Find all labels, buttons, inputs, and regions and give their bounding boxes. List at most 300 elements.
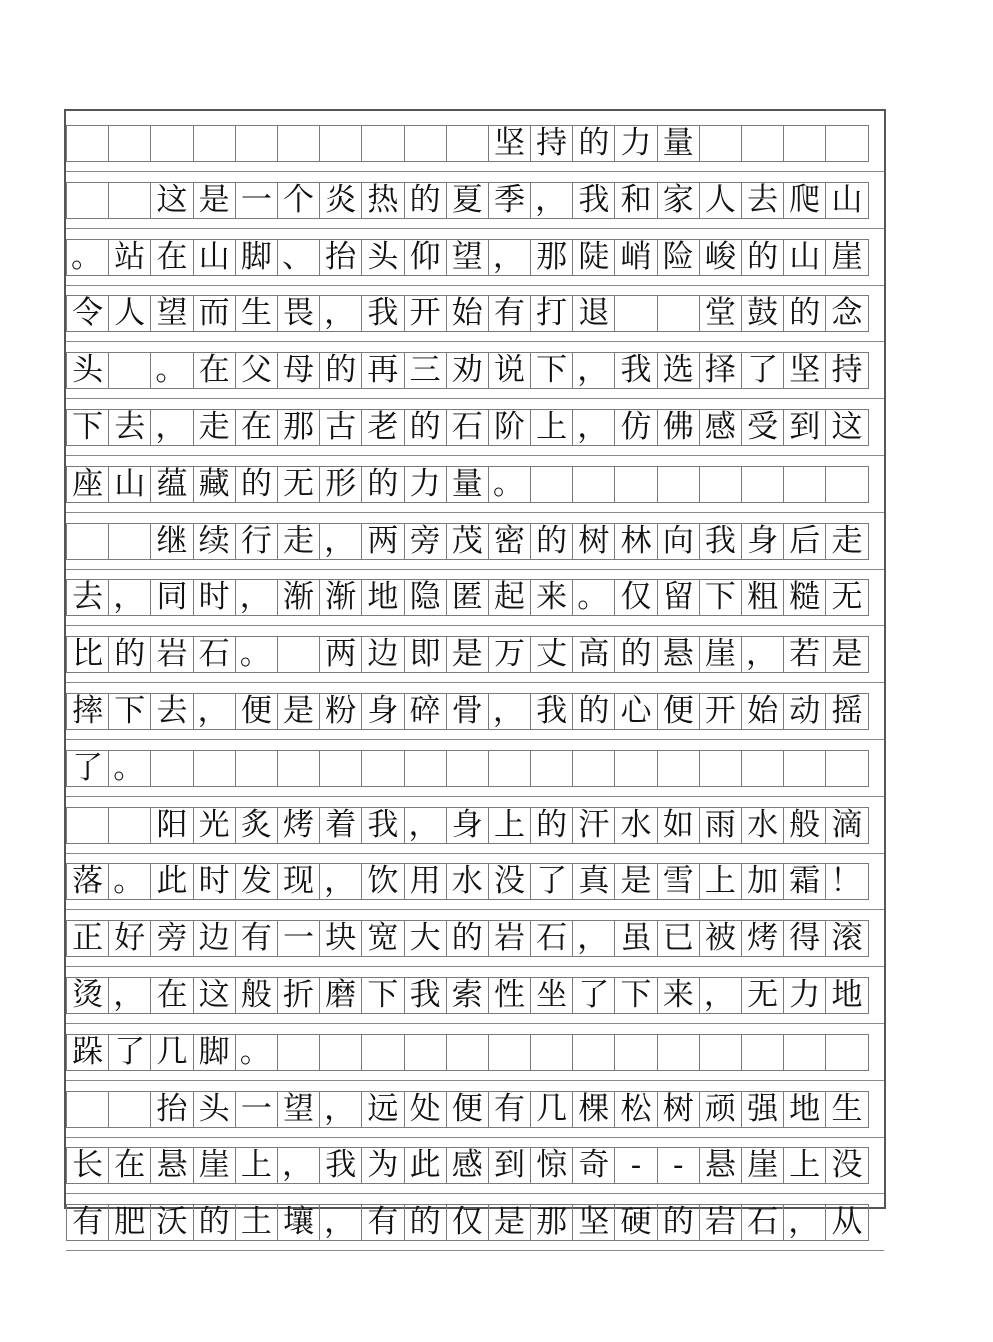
grid-cell: 三	[404, 352, 447, 389]
grid-cell: 雪	[657, 863, 700, 900]
grid-cell: 崖	[699, 636, 742, 673]
grid-cell: 仿	[614, 409, 657, 446]
grid-cell: 走	[193, 409, 236, 446]
grid-cell: 地	[361, 579, 404, 616]
grid-row	[66, 693, 868, 730]
grid-cell: 炎	[319, 182, 362, 219]
title-cell: 的	[572, 125, 615, 162]
grid-cell: ，	[193, 693, 236, 730]
grid-cell: 堂	[699, 295, 742, 332]
gap-line	[66, 1193, 884, 1194]
grid-cell: 我	[530, 693, 573, 730]
grid-cell: 岩	[699, 1204, 742, 1241]
grid-cell: 为	[361, 1147, 404, 1184]
grid-cell: 人	[699, 182, 742, 219]
grid-row	[66, 239, 868, 276]
title-cell: 力	[614, 125, 657, 162]
title-cell	[699, 125, 742, 162]
grid-cell: ，	[488, 693, 531, 730]
grid-cell: 饮	[361, 863, 404, 900]
gap-line	[66, 909, 884, 910]
grid-cell	[657, 295, 700, 332]
title-cell	[277, 125, 320, 162]
grid-cell: 悬	[657, 636, 700, 673]
grid-row	[66, 579, 868, 616]
grid-cell	[404, 750, 447, 787]
grid-cell: 石	[530, 920, 573, 957]
grid-cell: 去	[66, 579, 109, 616]
gap-line	[66, 966, 884, 967]
grid-cell: 是	[193, 182, 236, 219]
grid-cell: 没	[825, 1147, 868, 1184]
grid-cell: 几	[150, 1034, 193, 1071]
grid-cell	[825, 750, 868, 787]
grid-cell	[488, 1034, 531, 1071]
grid-cell: 脚	[235, 239, 278, 276]
grid-cell: 令	[66, 295, 109, 332]
title-cell	[741, 125, 784, 162]
grid-cell: 粗	[741, 579, 784, 616]
grid-cell: 崖	[193, 1147, 236, 1184]
grid-cell: 继	[150, 523, 193, 560]
grid-cell: 是	[825, 636, 868, 673]
grid-cell	[488, 750, 531, 787]
grid-cell: ，	[150, 409, 193, 446]
grid-cell: 正	[66, 920, 109, 957]
grid-cell	[783, 750, 826, 787]
grid-row	[66, 1091, 868, 1128]
gap-line	[66, 625, 884, 626]
grid-cell: 两	[319, 636, 362, 673]
grid-cell: 有	[488, 295, 531, 332]
grid-cell: 的	[657, 1204, 700, 1241]
grid-cell	[66, 1091, 109, 1128]
grid-cell: 烫	[66, 977, 109, 1014]
grid-cell	[614, 295, 657, 332]
grid-cell: 悬	[699, 1147, 742, 1184]
grid-row	[66, 295, 868, 332]
grid-cell	[361, 750, 404, 787]
grid-cell: 我	[614, 352, 657, 389]
grid-cell	[614, 750, 657, 787]
grid-cell: 的	[572, 693, 615, 730]
grid-cell: 身	[446, 807, 489, 844]
grid-cell: 块	[319, 920, 362, 957]
grid-row	[66, 1034, 868, 1071]
grid-cell: 丈	[530, 636, 573, 673]
grid-cell: ，	[319, 295, 362, 332]
grid-cell: 力	[404, 466, 447, 503]
grid-cell: ，	[319, 1091, 362, 1128]
grid-cell: 比	[66, 636, 109, 673]
grid-cell	[614, 466, 657, 503]
grid-cell: 万	[488, 636, 531, 673]
grid-cell: 土	[235, 1204, 278, 1241]
grid-cell: 岩	[150, 636, 193, 673]
grid-cell: 碎	[404, 693, 447, 730]
grid-cell: 去	[150, 693, 193, 730]
grid-row	[66, 1147, 868, 1184]
grid-cell: 的	[446, 920, 489, 957]
grid-cell	[572, 750, 615, 787]
grid-cell: 再	[361, 352, 404, 389]
grid-cell: 水	[614, 807, 657, 844]
grid-cell: 身	[741, 523, 784, 560]
grid-cell: 身	[361, 693, 404, 730]
grid-cell: 山	[825, 182, 868, 219]
gap-line	[66, 228, 884, 229]
grid-cell: 匿	[446, 579, 489, 616]
title-cell	[319, 125, 362, 162]
title-cell	[235, 125, 278, 162]
grid-cell: 了	[741, 352, 784, 389]
grid-cell: 壤	[277, 1204, 320, 1241]
grid-cell: 远	[361, 1091, 404, 1128]
grid-cell: 这	[193, 977, 236, 1014]
grid-cell: 一	[277, 920, 320, 957]
grid-cell: 坚	[572, 1204, 615, 1241]
grid-cell	[66, 807, 109, 844]
grid-cell: 的	[404, 1204, 447, 1241]
grid-cell: 的	[404, 182, 447, 219]
grid-cell	[741, 466, 784, 503]
grid-cell: 选	[657, 352, 700, 389]
grid-cell: ，	[108, 579, 151, 616]
grid-cell	[783, 1034, 826, 1071]
grid-cell: 便	[235, 693, 278, 730]
grid-cell: 站	[108, 239, 151, 276]
grid-cell: ，	[319, 1204, 362, 1241]
grid-cell: 有	[361, 1204, 404, 1241]
grid-cell: 石	[741, 1204, 784, 1241]
grid-cell: 滴	[825, 807, 868, 844]
grid-cell: 畏	[277, 295, 320, 332]
grid-cell: 来	[530, 579, 573, 616]
grid-cell: 这	[825, 409, 868, 446]
grid-cell: ，	[572, 920, 615, 957]
grid-cell: 同	[150, 579, 193, 616]
grid-cell: 那	[277, 409, 320, 446]
grid-cell: 摔	[66, 693, 109, 730]
grid-cell	[825, 1034, 868, 1071]
gap-line	[66, 1023, 884, 1024]
grid-cell: 的	[404, 409, 447, 446]
grid-cell: 受	[741, 409, 784, 446]
grid-cell: 边	[361, 636, 404, 673]
grid-cell	[446, 750, 489, 787]
grid-cell: 的	[530, 807, 573, 844]
grid-cell: 。	[572, 579, 615, 616]
grid-cell: 无	[277, 466, 320, 503]
grid-cell: 了	[572, 977, 615, 1014]
grid-cell: 无	[741, 977, 784, 1014]
gap-line	[66, 341, 884, 342]
grid-cell: 磨	[319, 977, 362, 1014]
grid-cell: 我	[404, 977, 447, 1014]
grid-cell: 的	[614, 636, 657, 673]
grid-cell: 旁	[150, 920, 193, 957]
grid-cell: 力	[783, 977, 826, 1014]
grid-cell: 爬	[783, 182, 826, 219]
grid-cell: 般	[235, 977, 278, 1014]
grid-cell: 头	[361, 239, 404, 276]
title-cell	[361, 125, 404, 162]
grid-cell: 座	[66, 466, 109, 503]
grid-cell: 我	[319, 1147, 362, 1184]
grid-cell: 上	[488, 807, 531, 844]
grid-cell: 峭	[614, 239, 657, 276]
grid-cell: 的	[319, 352, 362, 389]
grid-cell: 如	[657, 807, 700, 844]
grid-row	[66, 1204, 868, 1241]
grid-cell: 向	[657, 523, 700, 560]
grid-cell: 。	[108, 750, 151, 787]
grid-cell: 地	[825, 977, 868, 1014]
grid-cell: 去	[108, 409, 151, 446]
grid-cell: 是	[614, 863, 657, 900]
grid-cell	[404, 1034, 447, 1071]
grid-cell: 在	[150, 239, 193, 276]
grid-cell: 宽	[361, 920, 404, 957]
grid-cell: ，	[108, 977, 151, 1014]
grid-cell: 了	[66, 750, 109, 787]
grid-cell: 摇	[825, 693, 868, 730]
grid-cell: 夏	[446, 182, 489, 219]
grid-cell: 而	[193, 295, 236, 332]
gap-line	[66, 796, 884, 797]
grid-cell: 持	[825, 352, 868, 389]
grid-cell: 了	[108, 1034, 151, 1071]
grid-cell: 下	[699, 579, 742, 616]
grid-cell: 生	[235, 295, 278, 332]
gap-line	[66, 1250, 884, 1251]
grid-cell: 烤	[277, 807, 320, 844]
grid-cell: 渐	[319, 579, 362, 616]
grid-cell: 几	[530, 1091, 573, 1128]
grid-cell	[614, 1034, 657, 1071]
grid-cell: 硬	[614, 1204, 657, 1241]
grid-cell: 真	[572, 863, 615, 900]
grid-cell: 下	[66, 409, 109, 446]
grid-cell	[235, 750, 278, 787]
grid-cell: 坚	[783, 352, 826, 389]
grid-cell: 量	[446, 466, 489, 503]
grid-cell	[530, 466, 573, 503]
grid-cell: 跺	[66, 1034, 109, 1071]
grid-row	[66, 750, 868, 787]
grid-cell: 的	[361, 466, 404, 503]
grid-cell: 炙	[235, 807, 278, 844]
grid-cell: 无	[825, 579, 868, 616]
grid-cell: 汗	[572, 807, 615, 844]
grid-row	[66, 182, 868, 219]
grid-cell	[150, 750, 193, 787]
grid-cell	[66, 523, 109, 560]
grid-cell: 、	[277, 239, 320, 276]
grid-cell: 家	[657, 182, 700, 219]
grid-cell: 顽	[699, 1091, 742, 1128]
grid-row	[66, 977, 868, 1014]
grid-cell: 奇	[572, 1147, 615, 1184]
grid-cell: 光	[193, 807, 236, 844]
grid-cell: 始	[741, 693, 784, 730]
grid-cell: 有	[235, 920, 278, 957]
grid-cell	[699, 750, 742, 787]
grid-cell: 在	[150, 977, 193, 1014]
grid-cell: 山	[783, 239, 826, 276]
grid-row	[66, 807, 868, 844]
grid-cell: ，	[530, 182, 573, 219]
grid-cell: 索	[446, 977, 489, 1014]
grid-cell: 性	[488, 977, 531, 1014]
grid-cell: 择	[699, 352, 742, 389]
grid-cell: ，	[235, 579, 278, 616]
grid-cell: 后	[783, 523, 826, 560]
grid-cell: 。	[108, 863, 151, 900]
grid-cell: 望	[277, 1091, 320, 1128]
grid-cell: 下	[530, 352, 573, 389]
grid-cell: 树	[657, 1091, 700, 1128]
grid-cell	[66, 182, 109, 219]
grid-cell: 肥	[108, 1204, 151, 1241]
grid-cell: 仰	[404, 239, 447, 276]
grid-cell: 那	[530, 1204, 573, 1241]
grid-cell: 感	[446, 1147, 489, 1184]
grid-cell: 粉	[319, 693, 362, 730]
grid-cell: 滚	[825, 920, 868, 957]
grid-cell	[572, 466, 615, 503]
grid-cell: 上	[530, 409, 573, 446]
grid-cell	[319, 750, 362, 787]
grid-cell: 崖	[741, 1147, 784, 1184]
grid-cell: 始	[446, 295, 489, 332]
grid-cell: ，	[319, 863, 362, 900]
grid-cell: 到	[488, 1147, 531, 1184]
grid-cell	[657, 1034, 700, 1071]
grid-cell: 佛	[657, 409, 700, 446]
grid-cell: 水	[741, 807, 784, 844]
grid-cell: 老	[361, 409, 404, 446]
grid-cell: ，	[572, 352, 615, 389]
grid-cell	[741, 750, 784, 787]
grid-cell: 动	[783, 693, 826, 730]
grid-cell: -	[657, 1147, 700, 1184]
grid-cell: 生	[825, 1091, 868, 1128]
grid-cell: 了	[530, 863, 573, 900]
grid-cell: ，	[277, 1147, 320, 1184]
grid-cell	[699, 466, 742, 503]
grid-cell: 望	[446, 239, 489, 276]
grid-cell: 。	[488, 466, 531, 503]
grid-cell	[108, 182, 151, 219]
grid-cell: 父	[235, 352, 278, 389]
grid-cell: 着	[319, 807, 362, 844]
grid-cell: 。	[150, 352, 193, 389]
grid-cell: 是	[446, 636, 489, 673]
grid-cell: 退	[572, 295, 615, 332]
grid-cell: 糙	[783, 579, 826, 616]
grid-cell: 望	[150, 295, 193, 332]
grid-cell: 坐	[530, 977, 573, 1014]
grid-cell: 人	[108, 295, 151, 332]
grid-cell: 上	[783, 1147, 826, 1184]
grid-cell: ，	[741, 636, 784, 673]
grid-cell: 去	[741, 182, 784, 219]
grid-cell: 我	[572, 182, 615, 219]
grid-cell: 渐	[277, 579, 320, 616]
grid-cell: 骨	[446, 693, 489, 730]
grid-cell: 时	[193, 579, 236, 616]
gap-line	[66, 398, 884, 399]
grid-cell: 沃	[150, 1204, 193, 1241]
grid-cell: 隐	[404, 579, 447, 616]
grid-cell: -	[614, 1147, 657, 1184]
grid-cell: 古	[319, 409, 362, 446]
grid-cell: 藏	[193, 466, 236, 503]
grid-cell: 一	[235, 1091, 278, 1128]
grid-cell: 的	[108, 636, 151, 673]
grid-cell: 岩	[488, 920, 531, 957]
grid-cell: 长	[66, 1147, 109, 1184]
title-cell	[193, 125, 236, 162]
title-cell: 持	[530, 125, 573, 162]
grid-cell: 热	[361, 182, 404, 219]
grid-cell: 陡	[572, 239, 615, 276]
grid-cell: 棵	[572, 1091, 615, 1128]
grid-cell: 仅	[446, 1204, 489, 1241]
title-cell	[66, 125, 109, 162]
title-cell	[150, 125, 193, 162]
grid-cell: 好	[108, 920, 151, 957]
gap-line	[66, 1137, 884, 1138]
grid-cell	[277, 636, 320, 673]
grid-cell	[530, 1034, 573, 1071]
grid-cell: 的	[193, 1204, 236, 1241]
title-cell: 量	[657, 125, 700, 162]
grid-cell: 续	[193, 523, 236, 560]
grid-cell: 上	[699, 863, 742, 900]
grid-cell	[741, 1034, 784, 1071]
grid-cell: 和	[614, 182, 657, 219]
grid-cell: 现	[277, 863, 320, 900]
grid-cell	[108, 807, 151, 844]
grid-cell: 边	[193, 920, 236, 957]
grid-cell: 在	[108, 1147, 151, 1184]
grid-cell: 发	[235, 863, 278, 900]
grid-cell: 仅	[614, 579, 657, 616]
grid-cell: 水	[446, 863, 489, 900]
grid-cell: 我	[361, 295, 404, 332]
grid-cell	[783, 466, 826, 503]
grid-cell: 心	[614, 693, 657, 730]
grid-cell: 此	[150, 863, 193, 900]
grid-cell: 大	[404, 920, 447, 957]
gap-line	[66, 285, 884, 286]
title-cell	[783, 125, 826, 162]
grid-cell: 这	[150, 182, 193, 219]
grid-cell: 有	[66, 1204, 109, 1241]
grid-cell: 峻	[699, 239, 742, 276]
grid-row	[66, 863, 868, 900]
grid-cell: 若	[783, 636, 826, 673]
gap-line	[66, 853, 884, 854]
grid-cell: 一	[235, 182, 278, 219]
grid-cell: 折	[277, 977, 320, 1014]
grid-cell: 下	[614, 977, 657, 1014]
grid-cell	[825, 466, 868, 503]
grid-cell: 茂	[446, 523, 489, 560]
grid-cell: 树	[572, 523, 615, 560]
